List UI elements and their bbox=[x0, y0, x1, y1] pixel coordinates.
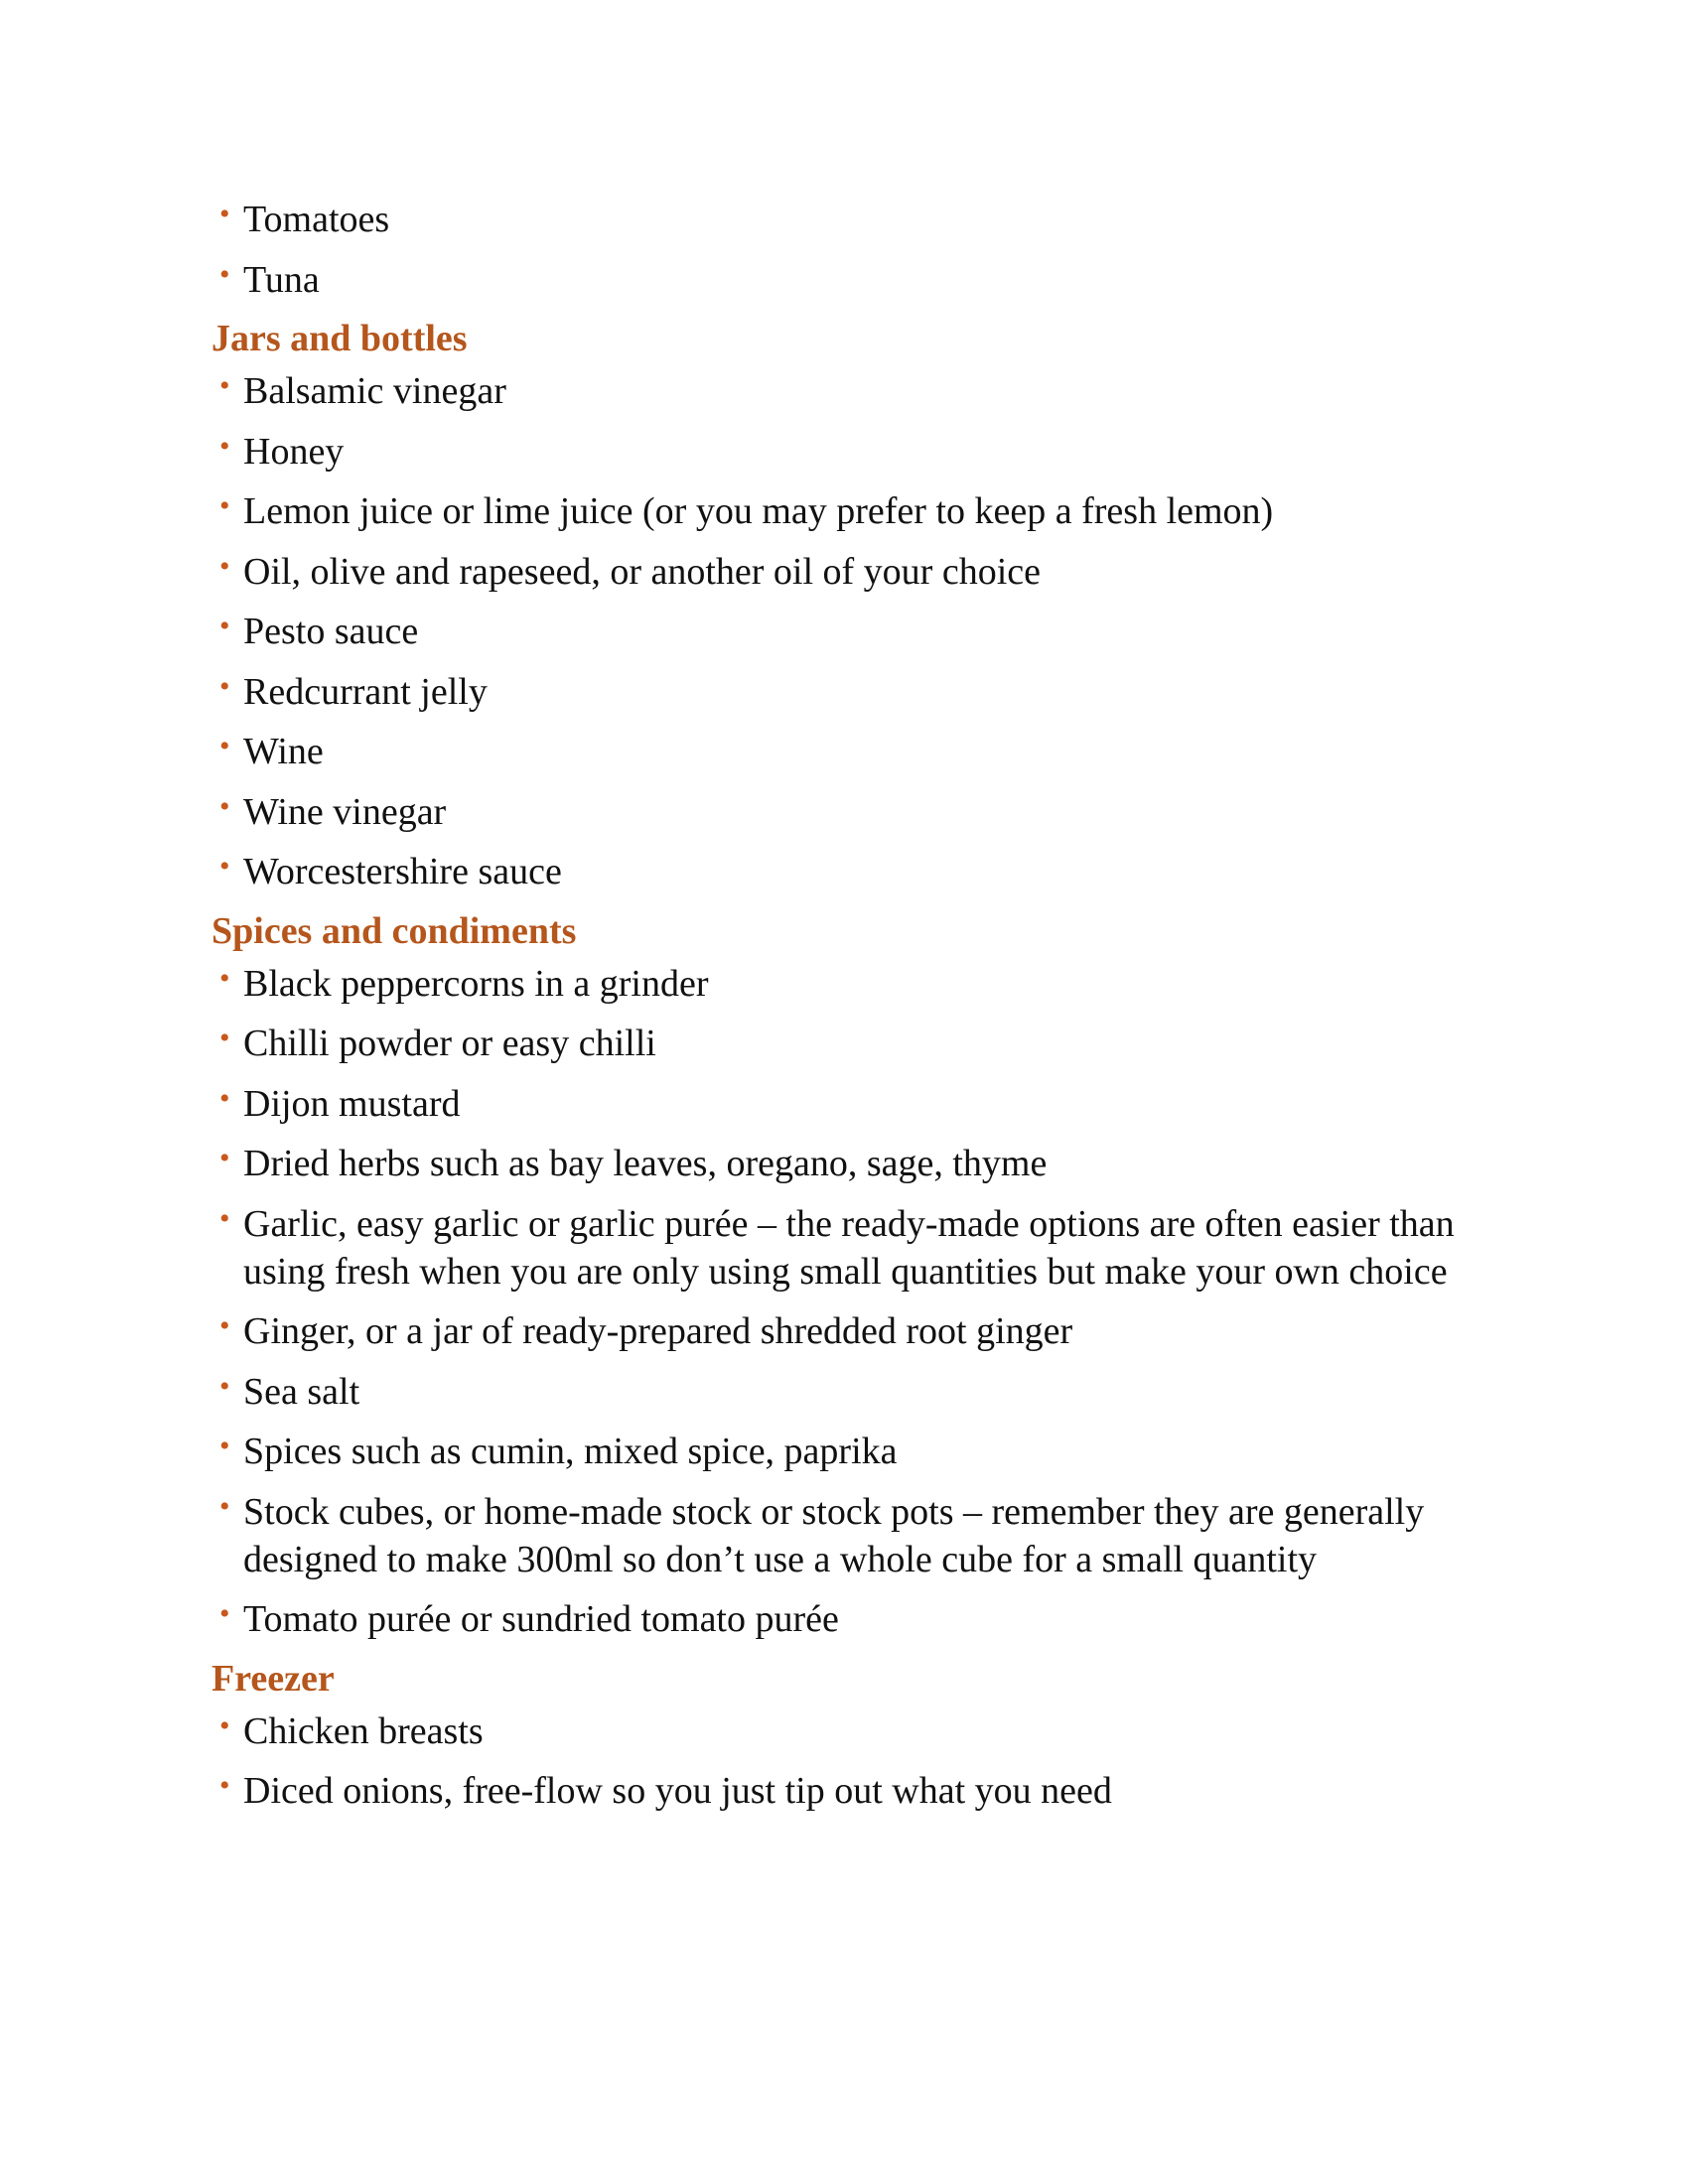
list-item-text: Honey bbox=[243, 430, 345, 473]
list-item bbox=[211, 1200, 1502, 1296]
list-item-text: Lemon juice or lime juice (or you may prefer to keep a fresh lemon) bbox=[243, 490, 1274, 532]
list-item-text: Pesto sauce bbox=[243, 611, 419, 652]
bullet-icon: • bbox=[219, 1489, 230, 1523]
list-item bbox=[211, 367, 1502, 415]
list-item bbox=[211, 1428, 1502, 1475]
list-item-text: Wine vinegar bbox=[243, 790, 447, 833]
list-item bbox=[211, 1707, 1502, 1755]
list-item-text: Balsamic vinegar bbox=[243, 370, 506, 412]
list-item bbox=[211, 256, 1502, 304]
bullet-icon: • bbox=[219, 789, 230, 823]
bullet-icon: • bbox=[219, 1022, 230, 1054]
list-item bbox=[211, 1488, 1502, 1583]
list-item bbox=[211, 848, 1502, 895]
bullet-icon: • bbox=[219, 1597, 230, 1630]
bullet-icon: • bbox=[219, 1142, 230, 1174]
list-item-text: Chilli powder or easy chilli bbox=[243, 1023, 656, 1064]
list-item bbox=[211, 1307, 1502, 1355]
list-item-text: Dried herbs such as bay leaves, oregano, sage, thyme bbox=[243, 1143, 1048, 1184]
intro-list bbox=[211, 196, 1502, 304]
list-item bbox=[211, 668, 1502, 716]
list-item bbox=[211, 1595, 1502, 1643]
list-item bbox=[211, 196, 1502, 243]
bullet-icon: • bbox=[219, 1708, 230, 1742]
list-item bbox=[211, 788, 1502, 836]
bullet-icon: • bbox=[219, 489, 230, 522]
bullet-icon: • bbox=[219, 1201, 230, 1235]
list-item-text: Redcurrant jelly bbox=[243, 670, 488, 713]
list-item bbox=[211, 1080, 1502, 1128]
list-item bbox=[211, 728, 1502, 775]
list-item-text: Black peppercorns in a grinder bbox=[243, 962, 709, 1005]
list-item-text: Oil, olive and rapeseed, or another oil of your choice bbox=[243, 550, 1041, 593]
section-list bbox=[211, 960, 1502, 1644]
bullet-icon: • bbox=[219, 369, 230, 402]
bullet-icon: • bbox=[219, 610, 230, 642]
bullet-icon: • bbox=[219, 730, 230, 762]
list-item-text: Worcestershire sauce bbox=[243, 851, 562, 892]
bullet-icon: • bbox=[219, 1369, 230, 1403]
section-jars-and-bottles bbox=[211, 316, 1502, 895]
list-item-text: Diced onions, free-flow so you just tip out what you need bbox=[243, 1770, 1112, 1812]
list-item-text: Tuna bbox=[243, 258, 320, 301]
list-item-text: Stock cubes, or home-made stock or stock pots – remember they are generally designed to make 300ml so don’t use a whole cube for a small quantity bbox=[243, 1490, 1425, 1580]
document-content bbox=[211, 196, 1502, 1828]
list-item bbox=[211, 548, 1502, 596]
list-item-text: Tomatoes bbox=[243, 199, 390, 240]
list-item-text: Dijon mustard bbox=[243, 1082, 461, 1125]
section-list bbox=[211, 1707, 1502, 1816]
bullet-icon: • bbox=[219, 429, 230, 463]
list-item-text: Sea salt bbox=[243, 1370, 360, 1413]
list-item bbox=[211, 1767, 1502, 1815]
list-item-text: Tomato purée or sundried tomato purée bbox=[243, 1598, 839, 1640]
list-item-text: Chicken breasts bbox=[243, 1709, 484, 1752]
section-heading: Freezer bbox=[211, 1657, 335, 1700]
list-item bbox=[211, 1140, 1502, 1187]
list-item-text: Ginger, or a jar of ready-prepared shredded root ginger bbox=[243, 1310, 1073, 1352]
list-item bbox=[211, 1368, 1502, 1416]
section-spices-and-condiments bbox=[211, 908, 1502, 1644]
section-heading: Jars and bottles bbox=[211, 318, 468, 359]
list-item bbox=[211, 428, 1502, 476]
bullet-icon: • bbox=[219, 549, 230, 583]
bullet-icon: • bbox=[219, 1081, 230, 1115]
section-heading: Spices and condiments bbox=[211, 909, 577, 952]
list-item bbox=[211, 960, 1502, 1008]
bullet-icon: • bbox=[219, 1309, 230, 1342]
bullet-icon: • bbox=[219, 850, 230, 883]
bullet-icon: • bbox=[219, 198, 230, 230]
list-item bbox=[211, 487, 1502, 535]
list-item-text: Wine bbox=[243, 731, 324, 772]
list-item bbox=[211, 608, 1502, 655]
bullet-icon: • bbox=[219, 1769, 230, 1802]
bullet-icon: • bbox=[219, 257, 230, 291]
bullet-icon: • bbox=[219, 669, 230, 703]
bullet-icon: • bbox=[219, 961, 230, 995]
list-item bbox=[211, 1020, 1502, 1067]
section-list bbox=[211, 367, 1502, 895]
section-freezer bbox=[211, 1656, 1502, 1816]
list-item-text: Garlic, easy garlic or garlic purée – the ready-made options are often easier than using fresh when you are only using small quantities but make your own choice bbox=[243, 1202, 1455, 1293]
bullet-icon: • bbox=[219, 1430, 230, 1462]
list-item-text: Spices such as cumin, mixed spice, paprika bbox=[243, 1431, 898, 1472]
